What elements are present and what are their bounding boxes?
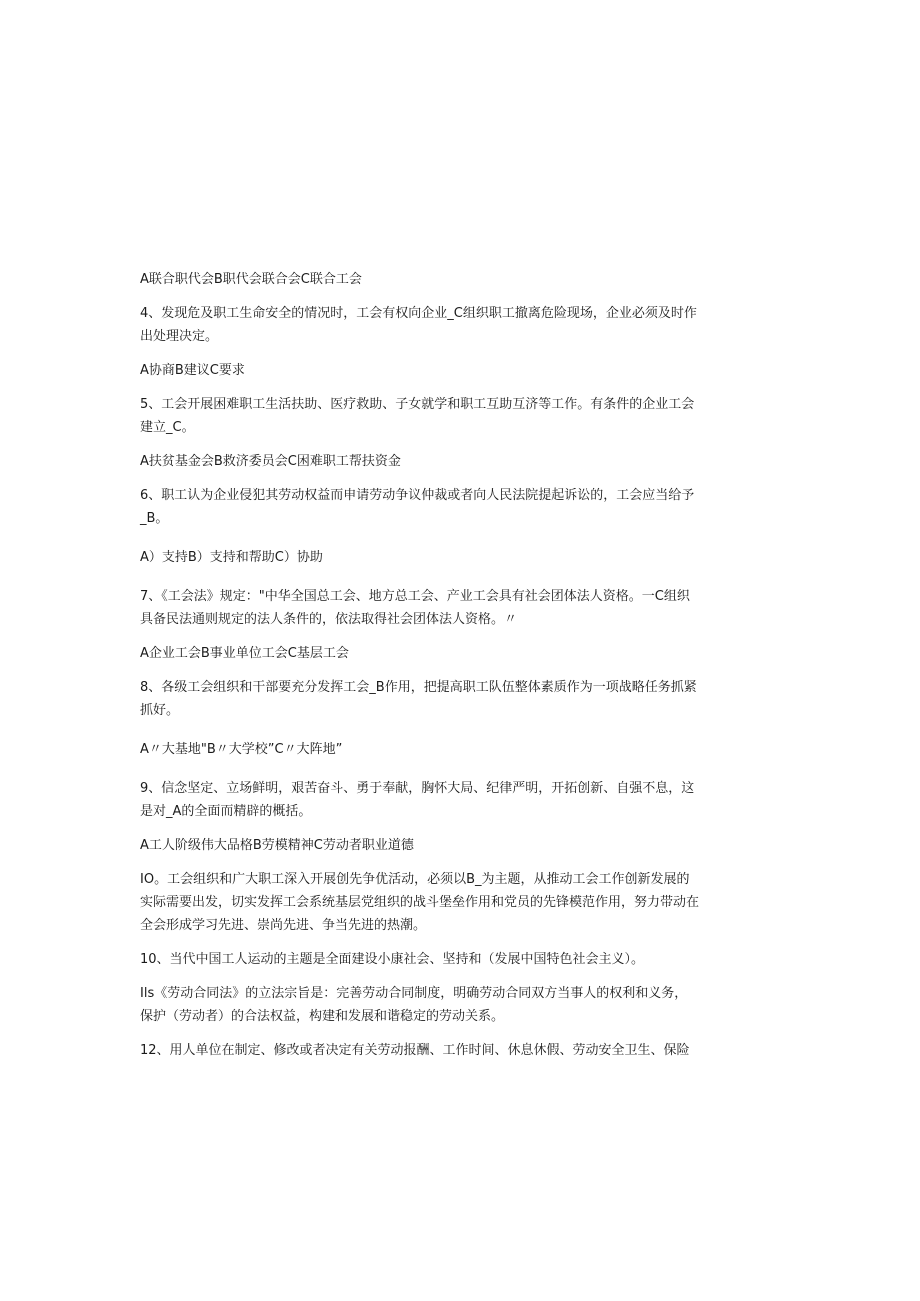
question-6: 6、职工认为企业侵犯其劳动权益而申请劳动争议仲裁或者向人民法院提起诉讼的，工会应当给予_B。 [140, 488, 695, 526]
answer-options-q9: A工人阶级伟大品格B劳模精神C劳动者职业道德 [140, 838, 414, 853]
statement-11: Ils《劳动合同法》的立法宗旨是：完善劳动合同制度，明确劳动合同双方当事人的权利和义务，保护（劳动者）的合法权益，构建和发展和谐稳定的劳动关系。 [140, 986, 688, 1024]
statement-10-b: 10、当代中国工人运动的主题是全面建设小康社会、坚持和（发展中国特色社会主义）。 [140, 952, 645, 967]
statement-10-a: IO。工会组织和广大职工深入开展创先争优活动，必须以B_为主题，从推动工会工作创新发展的实际需要出发，切实发挥工会系统基层党组织的战斗堡垒作用和党员的先锋模范作用，努力带动在全会形成学习先进、崇尚先进、争当先进的热潮。 [140, 872, 700, 933]
question-4: 4、发现危及职工生命安全的情况时，工会有权向企业_C组织职工撤离危险现场，企业必须及时作出处理决定。 [140, 306, 697, 344]
document-body [140, 268, 700, 1073]
statement-12: 12、用人单位在制定、修改或者决定有关劳动报酬、工作时间、休息休假、劳动安全卫生、保险 [140, 1043, 690, 1058]
answer-options-q3: A联合职代会B职代会联合会C联合工会 [140, 272, 362, 287]
answer-options-q7: A企业工会B事业单位工会C基层工会 [140, 646, 349, 661]
answer-options-q8: A〃大基地"B〃大学校”C〃大阵地” [140, 742, 343, 757]
question-9: 9、信念坚定、立场鲜明，艰苦奋斗、勇于奉献，胸怀大局、纪律严明，开拓创新、自强不息，这是对_A的全面而精辟的概括。 [140, 781, 695, 819]
answer-options-q4: A协商B建议C要求 [140, 363, 245, 378]
question-5: 5、工会开展困难职工生活扶助、医疗救助、子女就学和职工互助互济等工作。有条件的企业工会建立_C。 [140, 397, 695, 435]
answer-options-q5: A扶贫基金会B救济委员会C困难职工帮扶资金 [140, 454, 401, 469]
question-7: 7、《工会法》规定："中华全国总工会、地方总工会、产业工会具有社会团体法人资格。一C组织具备民法通则规定的法人条件的，依法取得社会团体法人资格。〃 [140, 589, 690, 627]
question-8: 8、各级工会组织和干部要充分发挥工会_B作用，把提高职工队伍整体素质作为一项战略任务抓紧抓好。 [140, 680, 697, 718]
answer-options-q6: A）支持B）支持和帮助C）协助 [140, 550, 323, 565]
